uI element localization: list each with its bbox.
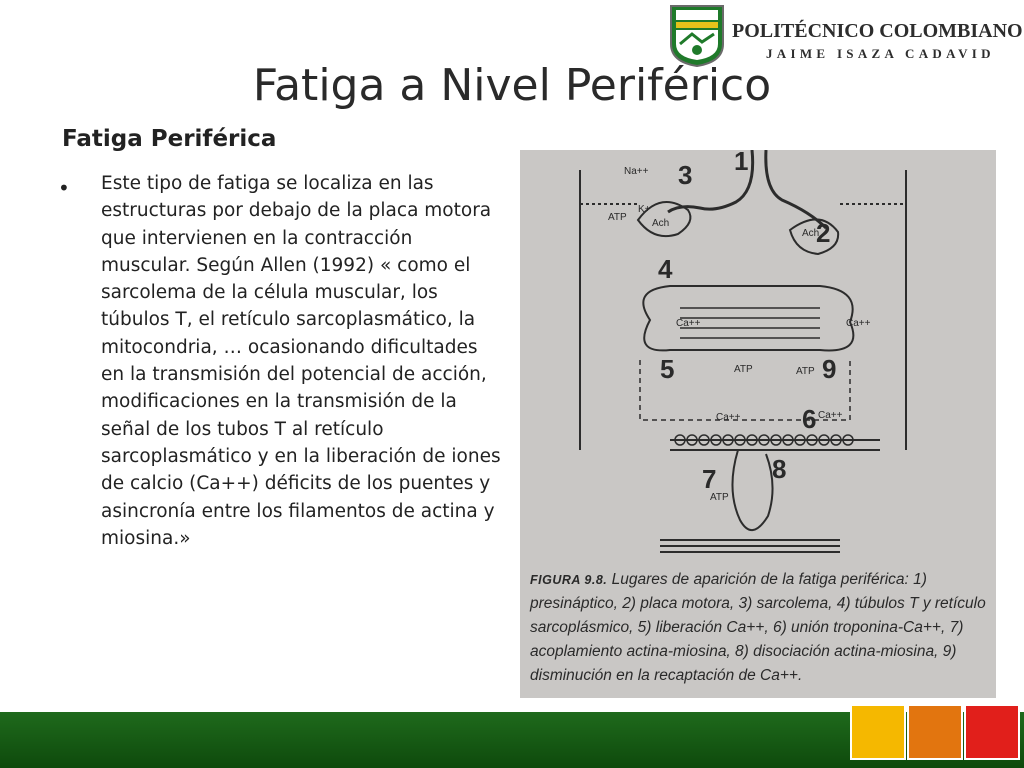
number-label-1: 1 [734,150,749,176]
bullet-text: Este tipo de fatiga se localiza en las estructuras por debajo de la placa motora que intervienen en la contracción muscular. Según Allen (1992) « como el sarcolema de la célula muscular, los túbulos T, el retículo sarcoplasmático, la mitocondria, … ocasionando dificultades en la transmisión del potencial de acción, modificaciones en la transmisión de la señal de los tubos T al retículo sarcoplasmático y en la liberación de iones de calcio (Ca++) déficits de los puentes y asincronía entre los filamentos de actina y miosina.» [101,173,501,549]
slide-title: Fatiga a Nivel Periférico [252,60,772,111]
number-label-9: 9 [822,354,837,384]
number-label-3: 3 [678,160,693,190]
figure-photo [520,150,996,698]
label-ca-right: Ca++ [846,318,871,329]
slide-subtitle: Fatiga Periférica [62,126,277,152]
label-ach-right: Ach [802,228,820,239]
label-ach-left: Ach [652,218,670,229]
caption-prefix: FIGURA 9.8. [530,573,608,587]
logo-name-line2: JAIME ISAZA CADAVID [766,46,995,61]
number-label-7: 7 [702,464,717,494]
label-atp-top: ATP [608,212,627,223]
myosin-head [732,450,772,530]
label-ca-bottom-left: Ca++ [716,412,741,423]
footer-square-red [966,706,1018,758]
footer-square-yellow [852,706,904,758]
label-atp-mid-left: ATP [734,364,753,375]
bullet-point-icon: • [58,176,70,200]
sr-tubules [680,308,820,338]
number-label-2: 2 [816,218,831,248]
sarcolemma [580,170,906,450]
label-k: K+ [638,204,651,215]
label-atp-mid-right: ATP [796,366,815,377]
caption-text: Lugares de aparición de la fatiga periférica: 1) presináptico, 2) placa motora, 3) sarcolema, 4) túbulos T y retículo sarcoplásmico, 5) liberación Ca++, 6) unión troponina-Ca++, 7) acoplamiento actina-miosina, 8) disociación actina-miosina, 9) disminución en la recaptación de Ca++. [530,571,986,684]
number-label-4: 4 [658,254,673,284]
number-label-5: 5 [660,354,675,384]
label-atp-bottom: ATP [710,492,729,503]
neuron-axon-branch [766,150,826,228]
logo-name-line1: POLITÉCNICO COLOMBIANO [732,20,1023,42]
shield-icon [668,4,726,68]
footer-square-orange [909,706,961,758]
number-label-6: 6 [802,404,817,434]
figure-caption [530,568,992,688]
myosin-filament [660,540,840,552]
label-ca-left: Ca++ [676,318,701,329]
label-ca-bottom-right: Ca++ [818,410,843,421]
number-label-8: 8 [772,454,787,484]
label-na: Na++ [624,166,649,177]
fatigue-diagram [520,150,996,560]
